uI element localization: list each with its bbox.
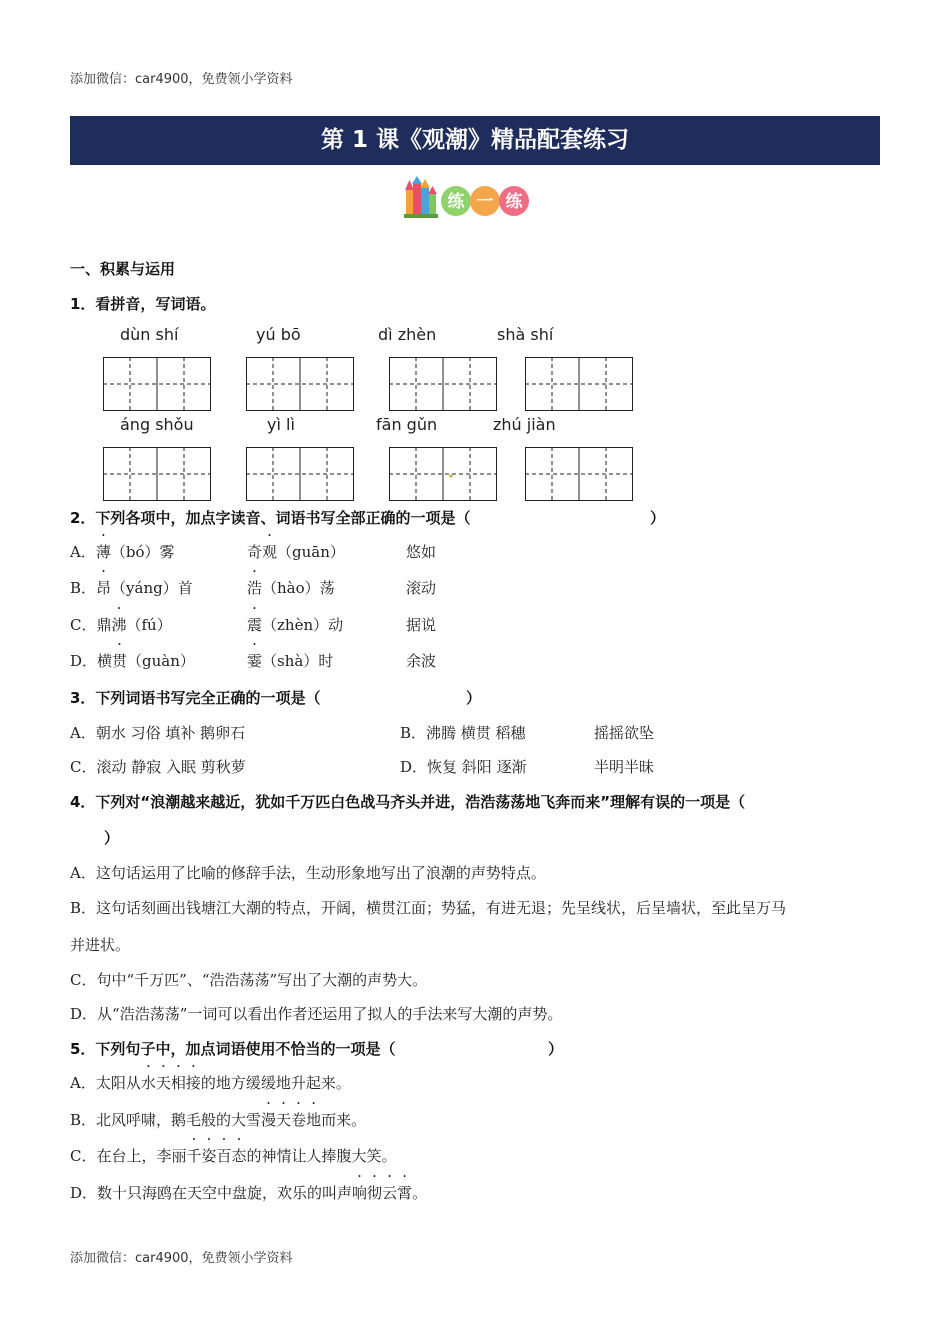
dotted-char: 响 bbox=[352, 1184, 368, 1202]
answer-paren-close: ） bbox=[548, 1040, 564, 1058]
writing-grid[interactable] bbox=[103, 357, 211, 411]
dotted-char: 卷 bbox=[291, 1111, 307, 1129]
pinyin: dùn shí bbox=[120, 325, 179, 344]
option-a-word-3: 悠如 bbox=[406, 543, 437, 561]
option-d: D．从“浩浩荡荡”一词可以看出作者还运用了拟人的手法来写大潮的声势。 bbox=[70, 1005, 563, 1023]
dotted-char: 沸 bbox=[111, 616, 127, 634]
writing-grid[interactable] bbox=[525, 447, 633, 501]
practice-badge bbox=[404, 176, 534, 220]
dotted-char: 地 bbox=[306, 1111, 322, 1129]
option-b: B．沸腾 横贯 稻穗 bbox=[400, 724, 526, 742]
option-b-extra: 摇摇欲坠 bbox=[594, 724, 655, 742]
option-text: C．鼎 bbox=[70, 616, 112, 634]
answer-paren-close: ） bbox=[650, 509, 666, 527]
pinyin: shà shí bbox=[497, 325, 554, 344]
option-d-extra: 半明半昧 bbox=[594, 758, 655, 776]
answer-paren-close: ） bbox=[104, 829, 120, 847]
option-text: （fú） bbox=[126, 616, 172, 634]
question-1-stem: 1．看拼音，写词语。 bbox=[70, 295, 216, 313]
dotted-char: 薄 bbox=[95, 543, 111, 561]
dotted-char: 霄 bbox=[397, 1184, 413, 1202]
option-b bbox=[70, 1109, 366, 1130]
writing-grid[interactable] bbox=[389, 447, 497, 501]
option-label: A． bbox=[70, 543, 96, 561]
option-text: 而来。 bbox=[321, 1111, 367, 1129]
option-d-word-2 bbox=[247, 650, 333, 671]
option-b-continued: 并进状。 bbox=[70, 936, 131, 954]
pinyin: yú bō bbox=[256, 325, 301, 344]
option-text: 。 bbox=[412, 1184, 428, 1202]
dotted-char: 水 bbox=[140, 1074, 156, 1092]
option-c-word-2 bbox=[247, 614, 343, 635]
page-title: 第 1 课《观潮》精品配套练习 bbox=[70, 116, 880, 165]
question-3-stem: 3．下列词语书写完全正确的一项是（ bbox=[70, 689, 321, 707]
pinyin: zhú jiàn bbox=[493, 415, 556, 434]
section-heading: 一、积累与运用 bbox=[70, 260, 176, 278]
pinyin: áng shǒu bbox=[120, 415, 194, 434]
option-d-word-3: 余波 bbox=[406, 652, 437, 670]
writing-grid[interactable] bbox=[525, 357, 633, 411]
badge-char-3: 练 bbox=[505, 192, 523, 212]
castle-icon bbox=[404, 176, 438, 218]
dotted-char: 浩 bbox=[247, 579, 263, 597]
pinyin: yì lì bbox=[267, 415, 295, 434]
dotted-char: 贯 bbox=[112, 652, 128, 670]
dotted-char: 姿 bbox=[201, 1147, 217, 1165]
dotted-char: 漫 bbox=[261, 1111, 277, 1129]
dotted-char: 千 bbox=[186, 1147, 202, 1165]
option-c-word-1 bbox=[70, 614, 172, 635]
option-c: C．滚动 静寂 入眠 剪秋萝 bbox=[70, 758, 246, 776]
option-text: （shà）时 bbox=[262, 652, 334, 670]
option-text: 的神情让人捧腹大笑。 bbox=[246, 1147, 397, 1165]
pinyin: dì zhèn bbox=[378, 325, 437, 344]
badge-char-2: 一 bbox=[476, 192, 494, 212]
option-text: 奇 bbox=[247, 543, 263, 561]
dotted-char: 百 bbox=[216, 1147, 232, 1165]
watermark-bottom: 添加微信：car4900，免费领小学资料 bbox=[70, 1251, 293, 1266]
option-text: （zhèn）动 bbox=[262, 616, 344, 634]
option-text: C．在台上，李丽 bbox=[70, 1147, 187, 1165]
option-text: （hào）荡 bbox=[262, 579, 335, 597]
option-label: B． bbox=[70, 579, 97, 597]
option-c-word-3: 据说 bbox=[406, 616, 437, 634]
dotted-char: 态 bbox=[231, 1147, 247, 1165]
option-b-word-1 bbox=[70, 577, 193, 598]
dotted-char: 相 bbox=[170, 1074, 186, 1092]
writing-grid[interactable] bbox=[246, 357, 354, 411]
option-text: A．太阳从 bbox=[70, 1074, 141, 1092]
option-d-word-1 bbox=[70, 650, 195, 671]
option-a bbox=[70, 1072, 351, 1093]
option-a-word-1 bbox=[70, 541, 175, 562]
question-2-stem: 2．下列各项中，加点字读音、词语书写全部正确的一项是（ bbox=[70, 509, 471, 527]
option-a: A．朝水 习俗 填补 鹅卵石 bbox=[70, 724, 246, 742]
option-d: D．恢复 斜阳 逐渐 bbox=[400, 758, 527, 776]
option-a: A．这句话运用了比喻的修辞手法，生动形象地写出了浪潮的声势特点。 bbox=[70, 864, 546, 882]
badge-char-1: 练 bbox=[447, 192, 465, 212]
dotted-char: 云 bbox=[382, 1184, 398, 1202]
option-text: D．横 bbox=[70, 652, 113, 670]
dotted-char: 霎 bbox=[247, 652, 263, 670]
dotted-char: 天 bbox=[276, 1111, 292, 1129]
dotted-char: 接 bbox=[185, 1074, 201, 1092]
question-4-stem: 4．下列对“浪潮越来越近，犹如千万匹白色战马齐头并进，浩浩荡荡地飞奔而来”理解有误的一项是（ bbox=[70, 793, 746, 811]
writing-grid[interactable] bbox=[246, 447, 354, 501]
option-text: （yáng）首 bbox=[111, 579, 193, 597]
option-text: B．北风呼啸，鹅毛般的大雪 bbox=[70, 1111, 262, 1129]
dotted-char: 昂 bbox=[96, 579, 112, 597]
option-c bbox=[70, 1145, 397, 1166]
question-5-stem: 5．下列句子中，加点词语使用不恰当的一项是（ bbox=[70, 1040, 396, 1058]
option-c: C．句中“千万匹”、“浩浩荡荡”写出了大潮的声势大。 bbox=[70, 971, 428, 989]
option-text: 的地方缓缓地升起来。 bbox=[200, 1074, 351, 1092]
writing-grid[interactable] bbox=[103, 447, 211, 501]
option-b-word-2 bbox=[247, 577, 335, 598]
dotted-char: 彻 bbox=[367, 1184, 383, 1202]
answer-paren-close: ） bbox=[466, 689, 482, 707]
option-text: （guān） bbox=[277, 543, 345, 561]
pinyin: fān gǔn bbox=[376, 415, 438, 434]
option-b: B．这句话刻画出钱塘江大潮的特点，开阔，横贯江面；势猛，有进无退；先呈线状，后呈墙状，至此呈万马 bbox=[70, 899, 787, 917]
dotted-char: 观 bbox=[262, 543, 278, 561]
option-text: D．数十只海鸥在天空中盘旋，欢乐的叫声 bbox=[70, 1184, 353, 1202]
option-b-word-3: 滚动 bbox=[406, 579, 437, 597]
writing-grid[interactable] bbox=[389, 357, 497, 411]
option-a-word-2 bbox=[247, 541, 345, 562]
option-d bbox=[70, 1182, 427, 1203]
option-text: （bó）雾 bbox=[110, 543, 175, 561]
watermark-top: 添加微信：car4900，免费领小学资料 bbox=[70, 72, 293, 87]
dotted-char: 震 bbox=[247, 616, 263, 634]
option-text: （guàn） bbox=[127, 652, 195, 670]
dotted-char: 天 bbox=[155, 1074, 171, 1092]
